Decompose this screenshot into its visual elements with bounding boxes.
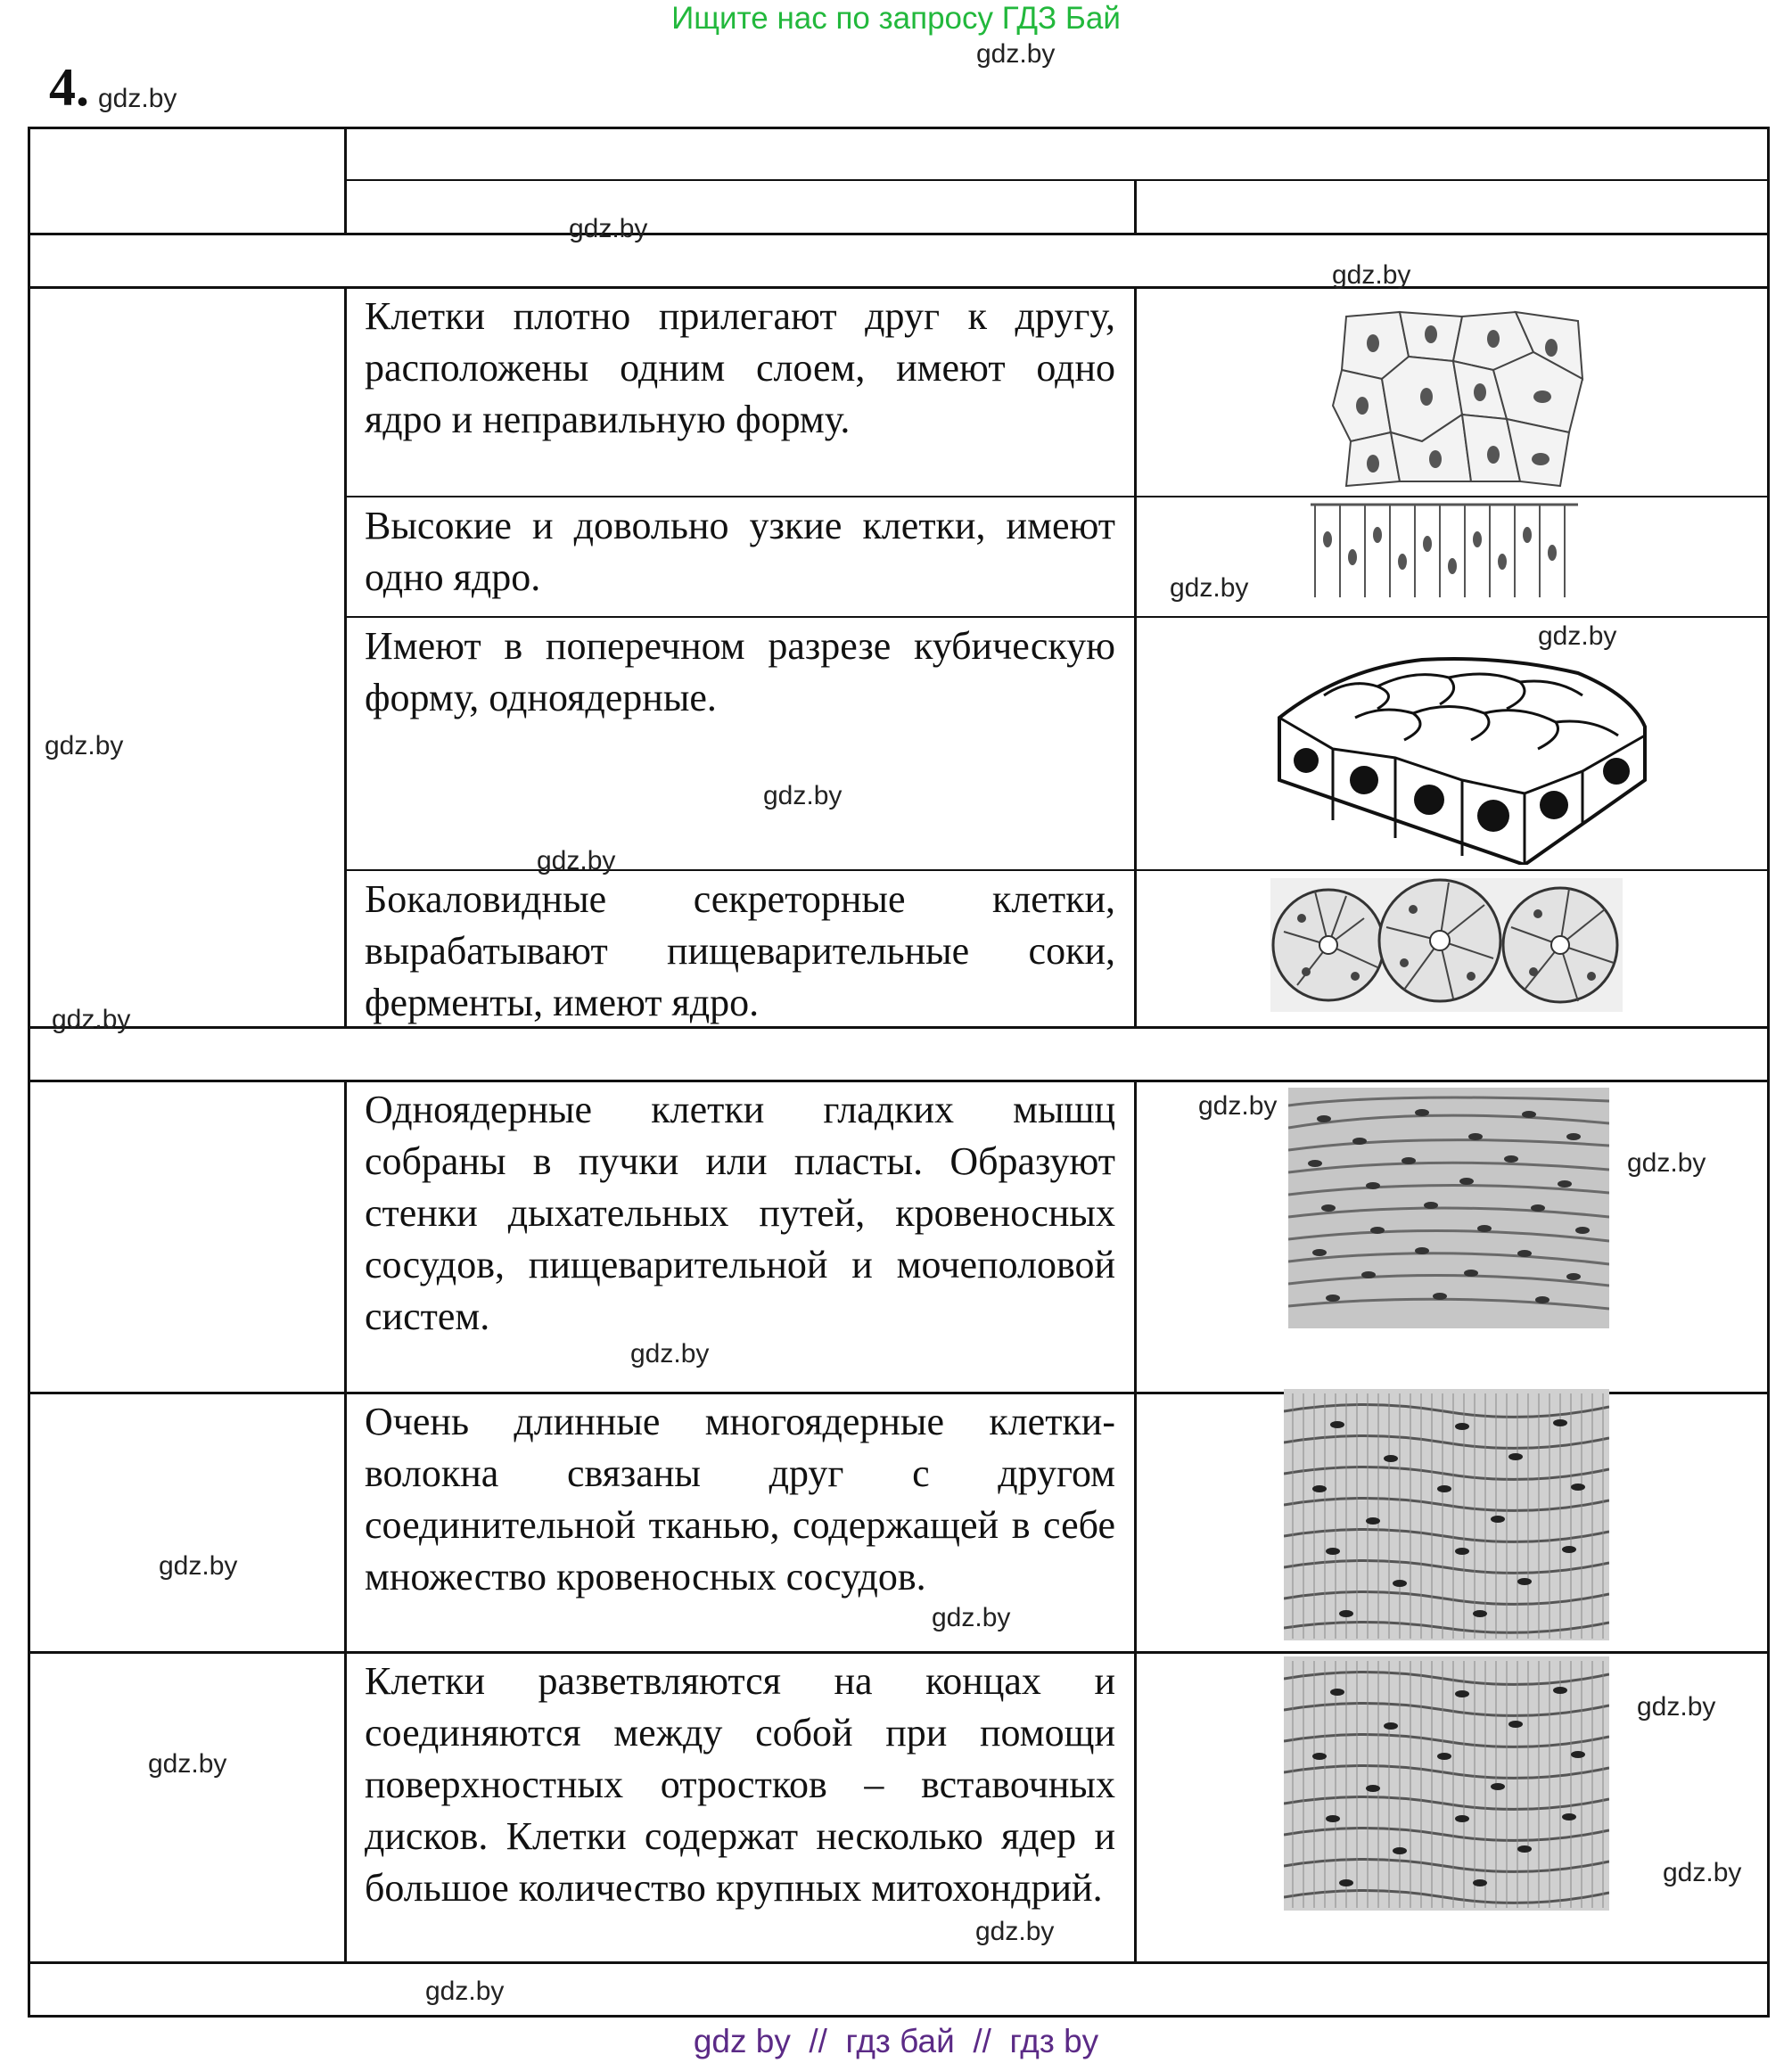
table-divider (28, 286, 1770, 289)
watermark: gdz.by (1538, 621, 1617, 651)
table-border (28, 127, 1770, 129)
watermark: gdz.by (763, 781, 843, 810)
watermark: gdz.by (1198, 1091, 1278, 1121)
skeletal-muscle-image (1284, 1389, 1609, 1640)
watermark: gdz.by (98, 84, 177, 113)
table-divider (1134, 179, 1137, 235)
table-divider (344, 286, 347, 1029)
table-divider (344, 127, 347, 235)
row-description: Одноядерные клетки гладких мышц собраны в пучки или пласты. Образуют стенки дыхательных путей, кровеносных сосудов, пищеварительной и мочеполовой систем. (365, 1088, 1115, 1338)
table-divider (28, 1651, 1770, 1654)
table-border (28, 127, 30, 2018)
table-divider (344, 1080, 347, 1964)
watermark: gdz.by (1627, 1148, 1706, 1178)
row-description: Клетки разветвляются на концах и соединяются между собой при помощи поверхностных отростков – вставочных дисков. Клетки содержат несколько ядер и большое количество крупных митохондрий. (365, 1659, 1115, 1910)
row-description: Имеют в поперечном разрезе кубическую форму, одноядерные. (365, 624, 1115, 719)
watermark: gdz.by (148, 1749, 227, 1779)
table-divider (1134, 286, 1137, 1029)
watermark: gdz.by (975, 1917, 1055, 1946)
watermark: gdz.by (425, 1977, 505, 2006)
table-border (28, 2015, 1770, 2018)
columnar-epithelium-image (1311, 499, 1587, 602)
smooth-muscle-image (1288, 1088, 1609, 1328)
watermark: gdz.by (537, 846, 616, 875)
glandular-epithelium-image (1270, 878, 1623, 1012)
table-border (1767, 127, 1770, 2018)
table-divider (28, 233, 1770, 235)
table-divider (344, 179, 1770, 181)
table-divider (344, 616, 1770, 618)
table-divider (1134, 1080, 1137, 1964)
task-number: 4. (49, 58, 89, 117)
table-divider (28, 1080, 1770, 1082)
watermark: gdz.by (1332, 260, 1411, 290)
table-divider (344, 496, 1770, 497)
cuboidal-epithelium-image (1270, 646, 1654, 865)
watermark: gdz.by (569, 214, 648, 243)
flat-epithelium-image (1328, 308, 1596, 490)
watermark: gdz.by (52, 1005, 131, 1034)
watermark: gdz.by (1170, 573, 1249, 603)
watermark: gdz.by (976, 39, 1056, 69)
row-description: Клетки плотно прилегают друг к другу, расположены одним слоем, имеют одно ядро и неправильную форму. (365, 294, 1115, 441)
search-banner: Ищите нас по запросу ГДЗ Бай (671, 1, 1121, 36)
watermark: gdz.by (630, 1339, 710, 1368)
watermark: gdz.by (45, 731, 124, 760)
watermark: gdz.by (1637, 1692, 1716, 1722)
row-description: Очень длинные многоядерные клетки-волокна связаны друг с другом соединительной тканью, содержащей в себе множество кровеносных сосудов. (365, 1400, 1115, 1599)
watermark: gdz.by (932, 1603, 1011, 1632)
cardiac-muscle-image (1284, 1656, 1609, 1911)
watermark: gdz.by (1663, 1858, 1742, 1887)
row-description: Высокие и довольно узкие клетки, имеют одно ядро. (365, 504, 1115, 599)
footer-links (0, 2022, 1792, 2061)
table-divider (28, 1961, 1770, 1964)
footer-text: gdz by // гдз бай // гдз by (693, 2023, 1099, 2059)
watermark: gdz.by (159, 1551, 238, 1581)
row-description: Бокаловидные секреторные клетки, вырабатывают пищеварительные соки, ферменты, имеют ядро. (365, 877, 1115, 1024)
